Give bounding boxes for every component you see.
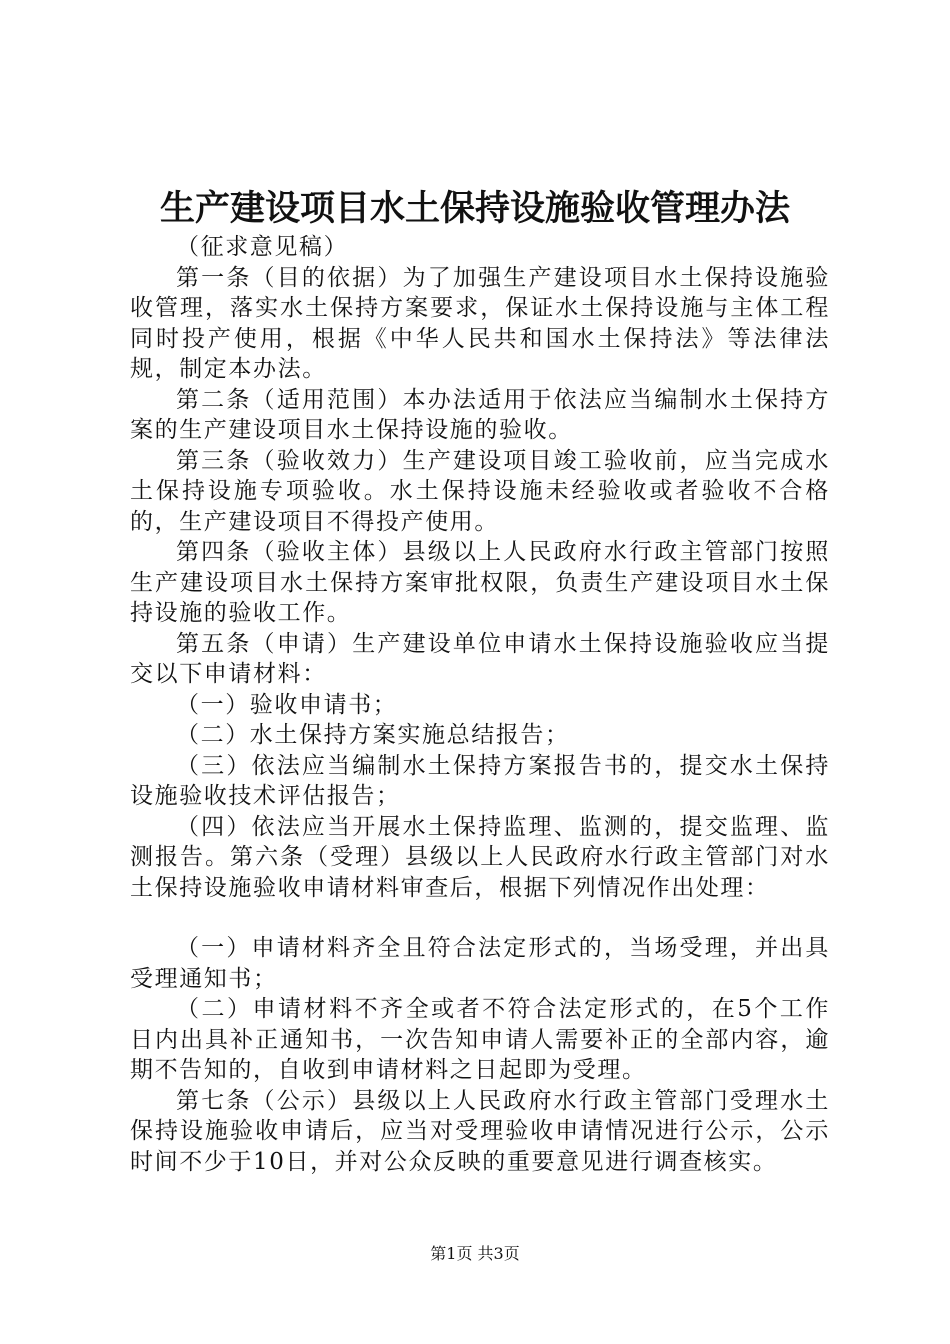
- paragraph-article-5: 第五条（申请）生产建设单位申请水土保持设施验收应当提交以下申请材料：: [130, 630, 830, 687]
- document-body: [130, 232, 830, 1177]
- page-number: 第1页 共3页: [430, 1244, 520, 1263]
- paragraph-item-3: （三）依法应当编制水土保持方案报告书的，提交水土保持设施验收技术评估报告；: [130, 752, 830, 809]
- paragraph-article-7: 第七条（公示）县级以上人民政府水行政主管部门受理水土保持设施验收申请后，应当对受理验收申请情况进行公示，公示时间不少于10日，并对公众反映的重要意见进行调查核实。: [130, 1087, 830, 1175]
- paragraph-article-1: 第一条（目的依据）为了加强生产建设项目水土保持设施验收管理，落实水土保持方案要求，保证水土保持设施与主体工程同时投产使用，根据《中华人民共和国水土保持法》等法律法规，制定本办法。: [130, 264, 830, 382]
- paragraph-item-1: （一）验收申请书；: [176, 691, 398, 718]
- document-subtitle: （征求意见稿）: [176, 234, 349, 260]
- paragraph-article-4: 第四条（验收主体）县级以上人民政府水行政主管部门按照生产建设项目水土保持方案审批权限，负责生产建设项目水土保持设施的验收工作。: [130, 539, 830, 626]
- paragraph-gap: [130, 903, 830, 933]
- paragraph-item-2: （二）水土保持方案实施总结报告；: [176, 722, 570, 748]
- document-title: 生产建设项目水土保持设施验收管理办法: [159, 188, 790, 229]
- paragraph-article-2: 第二条（适用范围）本办法适用于依法应当编制水土保持方案的生产建设项目水土保持设施的验收。: [130, 386, 830, 443]
- paragraph-article-6-item-1: （一）申请材料齐全且符合法定形式的，当场受理，并出具受理通知书；: [130, 935, 830, 992]
- paragraph-item-4-article-6: （四）依法应当开展水土保持监理、监测的，提交监理、监测报告。第六条（受理）县级以上人民政府水行政主管部门对水土保持设施验收申请材料审查后，根据下列情况作出处理：: [130, 813, 830, 901]
- paragraph-article-6-item-2: （二）申请材料不齐全或者不符合法定形式的，在5个工作日内出具补正通知书，一次告知申请人需要补正的全部内容，逾期不告知的，自收到申请材料之日起即为受理。: [130, 996, 830, 1083]
- paragraph-article-3: 第三条（验收效力）生产建设项目竣工验收前，应当完成水土保持设施专项验收。水土保持设施未经验收或者验收不合格的，生产建设项目不得投产使用。: [130, 447, 830, 535]
